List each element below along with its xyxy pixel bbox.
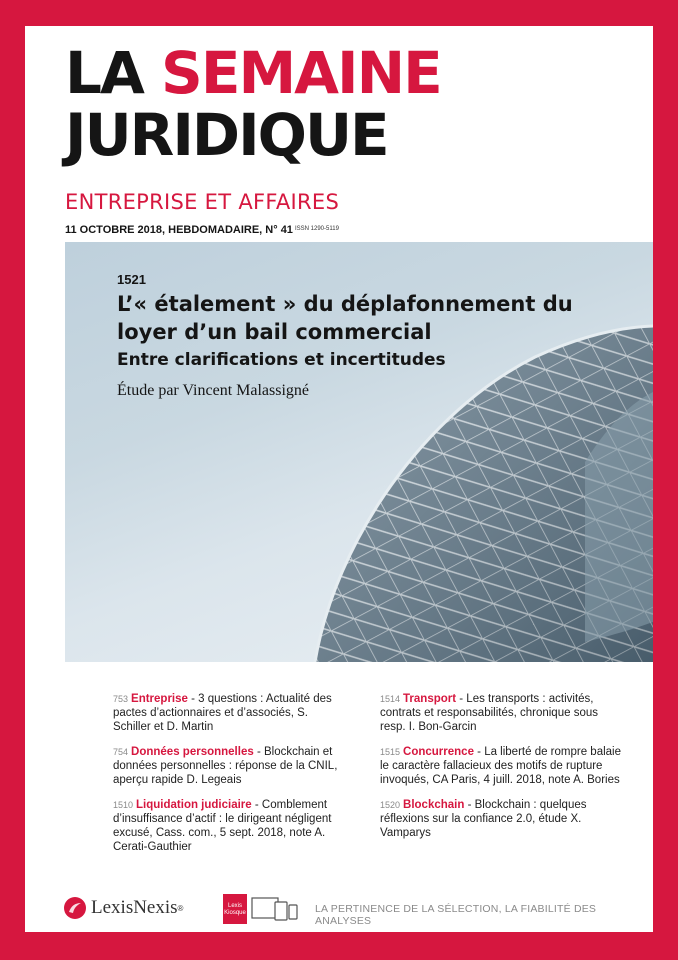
masthead-semaine: SEMAINE bbox=[161, 39, 441, 107]
toc-number: 1515 bbox=[380, 747, 401, 757]
kiosque-line2: Kiosque bbox=[224, 910, 246, 916]
masthead-title bbox=[65, 39, 441, 169]
toc-text: - Les transports : activités, contrats et responsabilités, chronique sous resp. I. Bon-Garcin bbox=[380, 693, 598, 733]
toc-text: - La liberté de rompre balaie le caractère fallacieux des motifs de rupture invoqués, CA Paris, 4 juill. 2018, note A. Bories bbox=[380, 746, 621, 786]
article-title: L’« étalement » du déplafonnement du loyer d’un bail commercial bbox=[117, 292, 573, 344]
toc-category: Liquidation judiciaire bbox=[136, 799, 252, 811]
brand-name: LexisNexis bbox=[91, 897, 178, 918]
toc-item[interactable] bbox=[380, 798, 625, 840]
lexisnexis-emblem-icon bbox=[63, 896, 87, 920]
devices-icon bbox=[251, 896, 299, 924]
toc-category: Données personnelles bbox=[131, 746, 254, 758]
toc-item[interactable] bbox=[113, 692, 343, 734]
toc-category: Blockchain bbox=[403, 799, 465, 811]
brand-mark: ® bbox=[177, 903, 184, 913]
issn-label: ISSN 1290-5119 bbox=[295, 226, 339, 232]
toc-text: - Comblement d’insuffisance d’actif : le dirigeant négligent excusé, Cass. com., 5 sept. 2018, note A. Cerati-Gauthier bbox=[113, 799, 332, 853]
toc-item[interactable] bbox=[380, 692, 625, 734]
cover-photo bbox=[65, 242, 653, 662]
toc-number: 754 bbox=[113, 747, 129, 757]
tagline: LA PERTINENCE DE LA SÉLECTION, LA FIABILITÉ DES ANALYSES bbox=[315, 903, 597, 927]
article-author: Étude par Vincent Malassigné bbox=[117, 382, 310, 399]
kiosque-line1: Lexis bbox=[227, 903, 242, 909]
toc-item[interactable] bbox=[113, 798, 343, 854]
toc-number: 1514 bbox=[380, 694, 401, 704]
masthead-subtitle: ENTREPRISE ET AFFAIRES bbox=[65, 190, 340, 214]
toc-category: Concurrence bbox=[403, 746, 474, 758]
toc-text: - Blockchain et données personnelles : réponse de la CNIL, aperçu rapide D. Legeais bbox=[113, 746, 338, 786]
toc-number: 753 bbox=[113, 694, 129, 704]
toc-number: 1520 bbox=[380, 800, 401, 810]
article-number: 1521 bbox=[117, 272, 146, 287]
toc-left-column bbox=[113, 692, 343, 865]
article-subtitle: Entre clarifications et incertitudes bbox=[117, 350, 446, 370]
toc-category: Transport bbox=[403, 693, 457, 705]
issue-dateline: 11 OCTOBRE 2018, HEBDOMADAIRE, N° 41 bbox=[65, 224, 293, 236]
toc-right-column bbox=[380, 692, 625, 851]
masthead-la: LA bbox=[65, 39, 162, 107]
toc-item[interactable] bbox=[380, 745, 625, 787]
toc-text: - 3 questions : Actualité des pactes d’actionnaires et d’associés, S. Schiller et D. Martin bbox=[113, 693, 332, 733]
lexisnexis-logo[interactable] bbox=[63, 896, 183, 920]
toc-category: Entreprise bbox=[131, 693, 188, 705]
cover-page bbox=[25, 26, 653, 932]
lexis-kiosque-badge[interactable] bbox=[223, 894, 247, 924]
toc-item[interactable] bbox=[113, 745, 343, 787]
toc-text: - Blockchain : quelques réflexions sur la confiance 2.0, étude X. Vamparys bbox=[380, 799, 587, 839]
toc-number: 1510 bbox=[113, 800, 134, 810]
cover-footer bbox=[25, 888, 653, 928]
masthead-juridique: JURIDIQUE bbox=[65, 101, 388, 169]
